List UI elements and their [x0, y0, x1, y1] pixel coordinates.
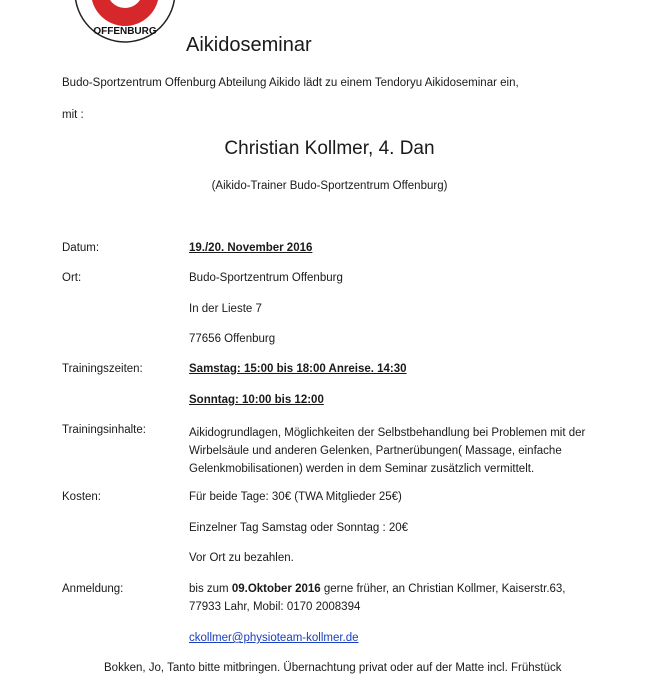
inhalte-label: Trainingsinhalte: — [62, 424, 146, 436]
ort-label: Ort: — [62, 272, 82, 284]
zeiten-sonntag: Sonntag: 10:00 bis 12:00 — [189, 394, 324, 406]
trainer-role: (Aikido-Trainer Budo-Sportzentrum Offenburg) — [211, 180, 448, 192]
anmeldung-line2: 77933 Lahr, Mobil: 0170 2008394 — [189, 601, 361, 613]
ort-line2: In der Lieste 7 — [189, 303, 262, 315]
anmeldung-date: 09.Oktober 2016 — [231, 583, 321, 595]
anmeldung-line1 — [189, 583, 566, 595]
anmeldung-post: gerne früher, an Christian Kollmer, Kaiserstr.63, — [320, 583, 566, 595]
footer-note: Bokken, Jo, Tanto bitte mitbringen. Übernachtung privat oder auf der Matte incl. Frühstück — [104, 662, 562, 674]
email-link[interactable]: ckollmer@physioteam-kollmer.de — [189, 632, 359, 644]
page-title: Aikidoseminar — [186, 34, 312, 56]
club-logo — [70, 0, 180, 44]
anmeldung-pre: bis zum — [189, 583, 232, 595]
kosten-line3: Vor Ort zu bezahlen. — [189, 552, 294, 564]
datum-value: 19./20. November 2016 — [189, 242, 313, 254]
ort-line3: 77656 Offenburg — [189, 333, 276, 345]
zeiten-label: Trainingszeiten: — [62, 363, 143, 375]
anmeldung-label: Anmeldung: — [62, 583, 124, 595]
trainer-name: Christian Kollmer, 4. Dan — [224, 138, 435, 159]
inhalte-text: Aikidogrundlagen, Möglichkeiten der Selbstbehandlung bei Problemen mit der Wirbelsäule und anderen Gelenken, Partnerübungen( Massage, einfache Gelenkmobilisationen) werden in dem Seminar zusätzlich vermittelt. — [189, 427, 586, 475]
kosten-line1: Für beide Tage: 30€ (TWA Mitglieder 25€) — [189, 491, 402, 503]
mit-text: mit : — [62, 109, 84, 121]
logo-text: OFFENBURG — [93, 26, 157, 37]
intro-text: Budo-Sportzentrum Offenburg Abteilung Aikido lädt zu einem Tendoryu Aikidoseminar ein, — [62, 77, 519, 89]
ort-line1: Budo-Sportzentrum Offenburg — [189, 272, 343, 284]
kosten-label: Kosten: — [62, 491, 101, 503]
datum-label: Datum: — [62, 242, 100, 254]
kosten-line2: Einzelner Tag Samstag oder Sonntag : 20€ — [189, 522, 409, 534]
zeiten-samstag: Samstag: 15:00 bis 18:00 Anreise. 14:30 — [189, 363, 407, 375]
